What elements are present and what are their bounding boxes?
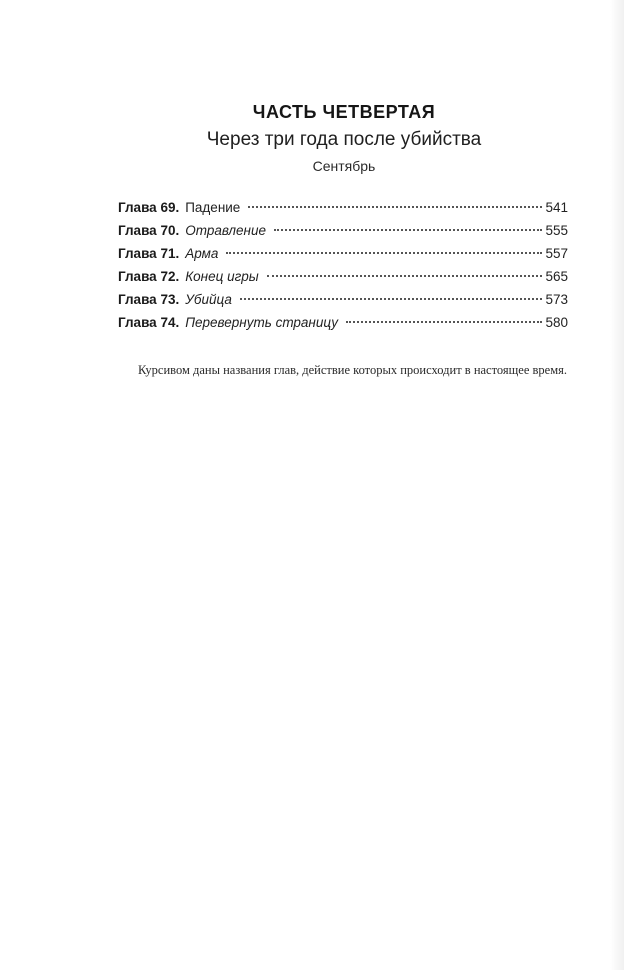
chapter-title: Конец игры — [185, 269, 259, 284]
dot-leader — [346, 321, 542, 323]
chapter-number: Глава 73. — [118, 292, 180, 307]
dot-leader — [267, 275, 543, 277]
toc-entry-72[interactable] — [118, 267, 568, 290]
chapter-title: Падение — [185, 200, 241, 215]
toc-entry-70[interactable] — [118, 221, 568, 244]
page-number: 541 — [545, 200, 568, 215]
chapter-title: Арма — [185, 246, 219, 261]
chapter-number: Глава 71. — [118, 246, 180, 261]
page-number: 565 — [545, 269, 568, 284]
chapter-title: Перевернуть страницу — [185, 315, 338, 330]
chapter-number: Глава 69. — [118, 200, 180, 215]
page-number: 580 — [545, 315, 568, 330]
dot-leader — [274, 229, 542, 231]
table-of-contents — [118, 198, 568, 336]
part-month: Сентябрь — [312, 158, 376, 174]
toc-entry-69[interactable] — [118, 198, 568, 221]
chapter-title: Отравление — [185, 223, 266, 238]
chapter-number: Глава 74. — [118, 315, 180, 330]
chapter-number: Глава 72. — [118, 269, 180, 284]
dot-leader — [226, 252, 542, 254]
page-number: 555 — [545, 223, 568, 238]
toc-entry-73[interactable] — [118, 290, 568, 313]
page-number: 573 — [545, 292, 568, 307]
page-number: 557 — [545, 246, 568, 261]
chapter-number: Глава 70. — [118, 223, 180, 238]
dot-leader — [248, 206, 542, 208]
italic-footnote: Курсивом даны названия глав, действие которых происходит в настоящее время. — [138, 363, 567, 377]
dot-leader — [240, 298, 543, 300]
part-title: ЧАСТЬ ЧЕТВЕРТАЯ — [252, 102, 436, 122]
chapter-title: Убийца — [185, 292, 232, 307]
toc-entry-74[interactable] — [118, 313, 568, 336]
toc-entry-71[interactable] — [118, 244, 568, 267]
part-subtitle: Через три года после убийства — [206, 129, 482, 150]
